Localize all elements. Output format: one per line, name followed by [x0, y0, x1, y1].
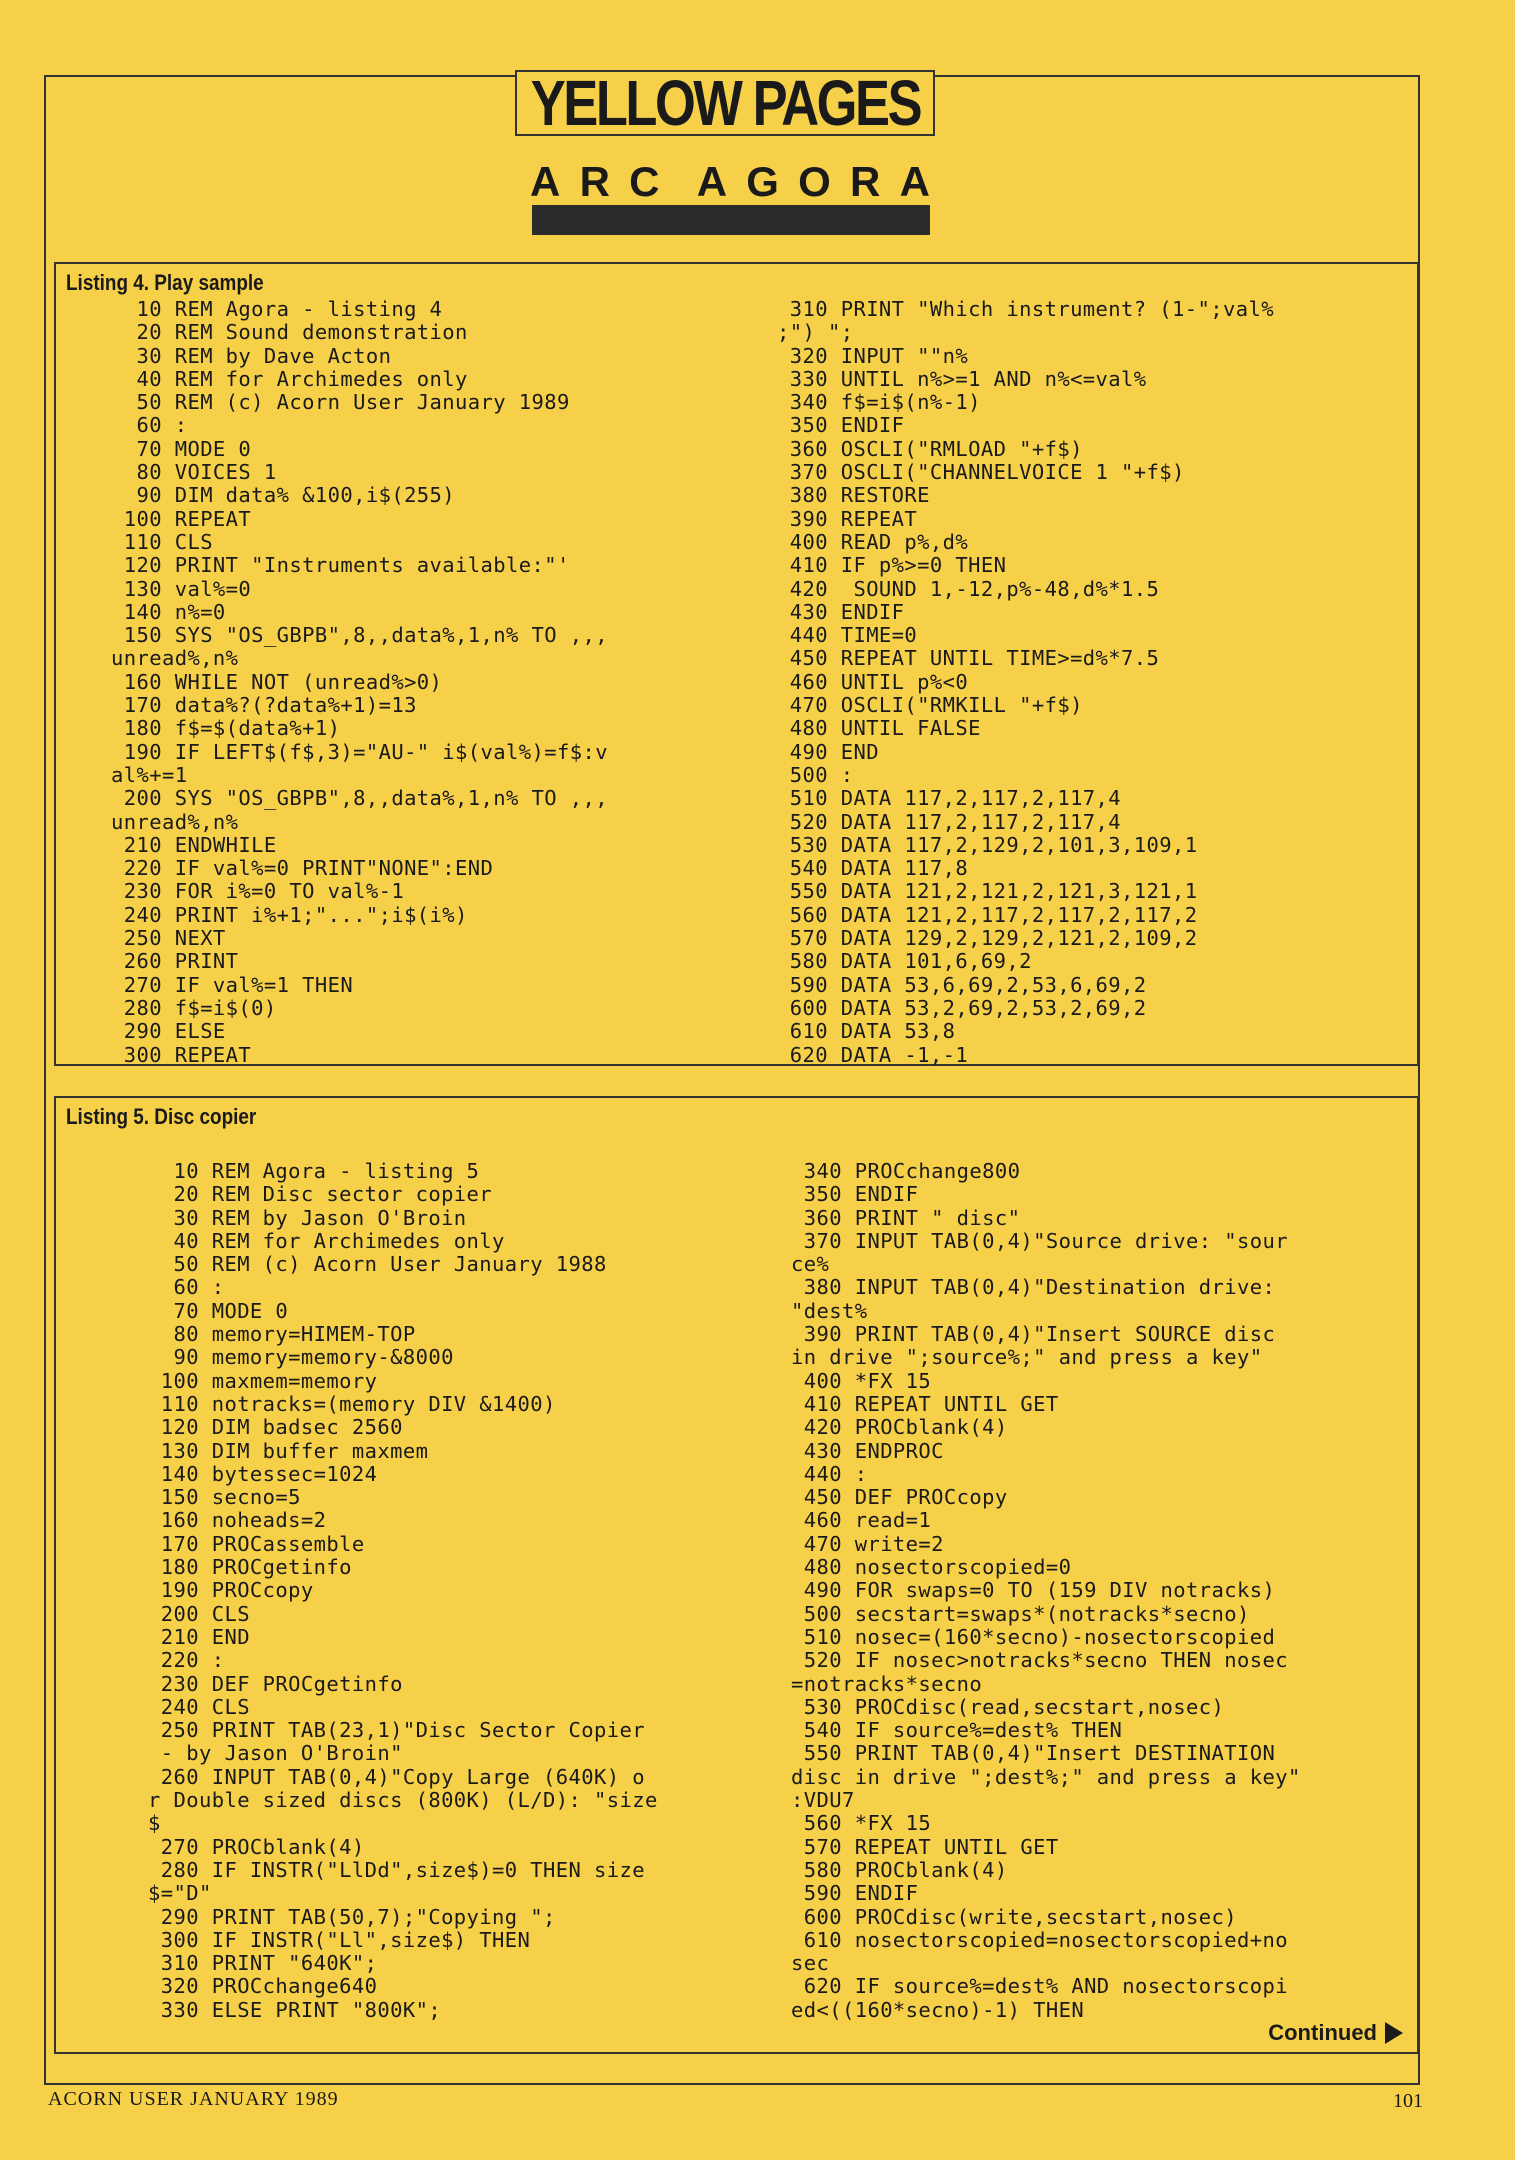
code-line: 60 :: [148, 1275, 225, 1300]
code-line: 460 read=1: [791, 1508, 932, 1533]
code-line: 230 FOR i%=0 TO val%-1: [111, 879, 405, 904]
code-line: 520 DATA 117,2,117,2,117,4: [777, 809, 1122, 834]
code-line: 140 bytessec=1024: [148, 1461, 378, 1486]
footer-publication: ACORN USER JANUARY 1989: [48, 2088, 339, 2110]
code-line: 440 :: [791, 1461, 868, 1486]
continued-label: Continued: [1268, 2020, 1377, 2045]
code-line: 210 END: [148, 1624, 250, 1649]
continued-marker: [1268, 2020, 1403, 2046]
code-line: 220 :: [148, 1648, 225, 1673]
code-line: r Double sized discs (800K) (L/D): "size: [148, 1788, 658, 1813]
code-line: 550 PRINT TAB(0,4)"Insert DESTINATION: [791, 1741, 1276, 1766]
section-subtitle: [530, 158, 930, 206]
code-line: 480 nosectorscopied=0: [791, 1555, 1072, 1580]
code-line: 420 SOUND 1,-12,p%-48,d%*1.5: [777, 576, 1160, 601]
code-line: 390 PRINT TAB(0,4)"Insert SOURCE disc: [791, 1322, 1276, 1347]
code-line: 280 f$=i$(0): [111, 995, 277, 1020]
code-line: ce%: [791, 1252, 830, 1277]
code-line: 70 MODE 0: [148, 1298, 289, 1323]
code-line: 90 DIM data% &100,i$(255): [111, 483, 456, 508]
code-line: 440 TIME=0: [777, 623, 918, 648]
code-line: ;") ";: [777, 320, 854, 345]
code-line: 270 IF val%=1 THEN: [111, 972, 354, 997]
code-line: 510 nosec=(160*secno)-nosectorscopied: [791, 1624, 1276, 1649]
code-line: 160 WHILE NOT (unread%>0): [111, 669, 443, 694]
code-line: 300 IF INSTR("Ll",size$) THEN: [148, 1927, 531, 1952]
code-line: 450 DEF PROCcopy: [791, 1485, 1008, 1510]
code-line: 530 PROCdisc(read,secstart,nosec): [791, 1694, 1225, 1719]
code-line: 530 DATA 117,2,129,2,101,3,109,1: [777, 832, 1198, 857]
code-line: 360 OSCLI("RMLOAD "+f$): [777, 436, 1083, 461]
code-line: 20 REM Sound demonstration: [111, 320, 468, 345]
code-line: 150 secno=5: [148, 1485, 301, 1510]
code-line: 10 REM Agora - listing 4: [111, 297, 443, 321]
code-line: 380 RESTORE: [777, 483, 930, 508]
code-line: 250 PRINT TAB(23,1)"Disc Sector Copier: [148, 1718, 645, 1743]
code-line: 570 DATA 129,2,129,2,121,2,109,2: [777, 926, 1198, 951]
code-line: 310 PRINT "Which instrument? (1-";val%: [777, 297, 1274, 321]
code-line: 490 END: [777, 739, 879, 764]
listing-5-panel: [54, 1096, 1419, 2054]
page-title: YELLOW PAGES: [530, 67, 920, 139]
subtitle-letter: G: [746, 158, 779, 205]
code-line: 190 PROCcopy: [148, 1578, 314, 1603]
code-line: 50 REM (c) Acorn User January 1989: [111, 390, 570, 415]
code-line: 600 PROCdisc(write,secstart,nosec): [791, 1904, 1237, 1929]
code-line: 90 memory=memory-&8000: [148, 1345, 454, 1370]
code-line: 430 ENDPROC: [791, 1438, 944, 1463]
code-line: 560 *FX 15: [791, 1811, 932, 1836]
code-line: 290 ELSE: [111, 1019, 226, 1044]
code-line: 510 DATA 117,2,117,2,117,4: [777, 786, 1122, 811]
code-line: 110 notracks=(memory DIV &1400): [148, 1391, 556, 1416]
code-line: 340 PROCchange800: [791, 1159, 1021, 1183]
code-line: 140 n%=0: [111, 599, 226, 624]
listing-4-code-right: [777, 298, 1274, 1067]
code-line: 620 IF source%=dest% AND nosectorscopi: [791, 1974, 1288, 1999]
code-line: 610 nosectorscopied=nosectorscopied+no: [791, 1927, 1288, 1952]
code-line: =notracks*secno: [791, 1671, 983, 1696]
code-line: 30 REM by Dave Acton: [111, 343, 392, 368]
code-line: 470 write=2: [791, 1531, 944, 1556]
code-line: 370 OSCLI("CHANNELVOICE 1 "+f$): [777, 460, 1185, 485]
subtitle-letter: R: [579, 158, 610, 205]
code-line: 180 f$=$(data%+1): [111, 716, 341, 741]
code-line: 100 maxmem=memory: [148, 1368, 378, 1393]
code-line: 310 PRINT "640K";: [148, 1951, 378, 1976]
code-line: 200 SYS "OS_GBPB",8,,data%,1,n% TO ,,,: [111, 786, 608, 811]
code-line: 120 PRINT "Instruments available:"': [111, 553, 570, 578]
code-line: 100 REPEAT: [111, 506, 252, 531]
code-line: 30 REM by Jason O'Broin: [148, 1205, 467, 1230]
code-line: 400 READ p%,d%: [777, 529, 969, 554]
code-line: 220 IF val%=0 PRINT"NONE":END: [111, 856, 494, 881]
code-line: 390 REPEAT: [777, 506, 918, 531]
code-line: 450 REPEAT UNTIL TIME>=d%*7.5: [777, 646, 1160, 671]
listing-4-code-left: [111, 298, 608, 1067]
code-line: 550 DATA 121,2,121,2,121,3,121,1: [777, 879, 1198, 904]
code-line: 410 REPEAT UNTIL GET: [791, 1391, 1059, 1416]
code-line: 330 ELSE PRINT "800K";: [148, 1997, 442, 2022]
code-line: 150 SYS "OS_GBPB",8,,data%,1,n% TO ,,,: [111, 623, 608, 648]
code-line: 60 :: [111, 413, 188, 438]
code-line: 80 memory=HIMEM-TOP: [148, 1322, 416, 1347]
code-line: 280 IF INSTR("LlDd",size$)=0 THEN size: [148, 1857, 645, 1882]
code-line: 300 REPEAT: [111, 1042, 252, 1067]
code-line: 360 PRINT " disc": [791, 1205, 1021, 1230]
code-line: 130 val%=0: [111, 576, 252, 601]
right-arrow-icon: [1385, 2022, 1403, 2044]
code-line: 570 REPEAT UNTIL GET: [791, 1834, 1059, 1859]
code-line: 540 DATA 117,8: [777, 856, 969, 881]
code-line: 600 DATA 53,2,69,2,53,2,69,2: [777, 995, 1147, 1020]
subtitle-letter: O: [798, 158, 831, 205]
code-line: 260 PRINT: [111, 949, 239, 974]
listing-5-code-right: [791, 1160, 1301, 2022]
masthead: [515, 67, 935, 139]
code-line: unread%,n%: [111, 646, 239, 671]
code-line: 240 CLS: [148, 1694, 250, 1719]
code-line: $: [148, 1811, 161, 1836]
code-line: 380 INPUT TAB(0,4)"Destination drive:: [791, 1275, 1276, 1300]
subtitle-letter: A: [696, 158, 728, 205]
code-line: "dest%: [791, 1298, 868, 1323]
code-line: 190 IF LEFT$(f$,3)="AU-" i$(val%)=f$:v: [111, 739, 608, 764]
listing-4-title: Listing 4. Play sample: [66, 270, 264, 295]
code-line: 580 PROCblank(4): [791, 1857, 1008, 1882]
code-line: 20 REM Disc sector copier: [148, 1182, 493, 1207]
code-line: 40 REM for Archimedes only: [111, 366, 468, 391]
code-line: disc in drive ";dest%;" and press a key": [791, 1764, 1301, 1789]
code-line: 320 INPUT ""n%: [777, 343, 969, 368]
code-line: 620 DATA -1,-1: [777, 1042, 969, 1067]
code-line: 10 REM Agora - listing 5: [148, 1159, 480, 1183]
page-number: 101: [1393, 2090, 1423, 2112]
code-line: 400 *FX 15: [791, 1368, 932, 1393]
listing-4-panel: [54, 262, 1419, 1066]
code-line: $="D": [148, 1881, 212, 1906]
code-line: 270 PROCblank(4): [148, 1834, 365, 1859]
code-line: 110 CLS: [111, 529, 213, 554]
code-line: :VDU7: [791, 1788, 855, 1813]
code-line: 210 ENDWHILE: [111, 832, 277, 857]
subtitle-letter: A: [530, 158, 561, 205]
code-line: 500 secstart=swaps*(notracks*secno): [791, 1601, 1250, 1626]
code-line: 80 VOICES 1: [111, 460, 277, 485]
code-line: sec: [791, 1951, 830, 1976]
code-line: 240 PRINT i%+1;"...";i$(i%): [111, 902, 468, 927]
code-line: in drive ";source%;" and press a key": [791, 1345, 1263, 1370]
code-line: 580 DATA 101,6,69,2: [777, 949, 1032, 974]
subtitle-bar: [532, 205, 930, 235]
code-line: al%+=1: [111, 762, 188, 787]
code-line: unread%,n%: [111, 809, 239, 834]
code-line: 350 ENDIF: [777, 413, 905, 438]
code-line: 180 PROCgetinfo: [148, 1555, 352, 1580]
listing-5-code-left: [148, 1160, 658, 2022]
code-line: 420 PROCblank(4): [791, 1415, 1008, 1440]
code-line: 560 DATA 121,2,117,2,117,2,117,2: [777, 902, 1198, 927]
code-line: ed<((160*secno)-1) THEN: [791, 1997, 1085, 2022]
code-line: 590 DATA 53,6,69,2,53,6,69,2: [777, 972, 1147, 997]
code-line: 40 REM for Archimedes only: [148, 1228, 505, 1253]
code-line: 160 noheads=2: [148, 1508, 327, 1533]
code-line: 170 PROCassemble: [148, 1531, 365, 1556]
code-line: 430 ENDIF: [777, 599, 905, 624]
code-line: 340 f$=i$(n%-1): [777, 390, 981, 415]
code-line: 290 PRINT TAB(50,7);"Copying ";: [148, 1904, 556, 1929]
code-line: 260 INPUT TAB(0,4)"Copy Large (640K) o: [148, 1764, 645, 1789]
code-line: 320 PROCchange640: [148, 1974, 378, 1999]
code-line: 520 IF nosec>notracks*secno THEN nosec: [791, 1648, 1288, 1673]
code-line: 370 INPUT TAB(0,4)"Source drive: "sour: [791, 1228, 1288, 1253]
code-line: 590 ENDIF: [791, 1881, 919, 1906]
code-line: 540 IF source%=dest% THEN: [791, 1718, 1123, 1743]
code-line: 460 UNTIL p%<0: [777, 669, 969, 694]
code-line: 350 ENDIF: [791, 1182, 919, 1207]
code-line: 410 IF p%>=0 THEN: [777, 553, 1007, 578]
code-line: 120 DIM badsec 2560: [148, 1415, 403, 1440]
code-line: 200 CLS: [148, 1601, 250, 1626]
code-line: 470 OSCLI("RMKILL "+f$): [777, 693, 1083, 718]
subtitle-letter: R: [850, 158, 881, 205]
subtitle-letter: C: [629, 158, 660, 205]
code-line: 330 UNTIL n%>=1 AND n%<=val%: [777, 366, 1147, 391]
code-line: 170 data%?(?data%+1)=13: [111, 693, 417, 718]
code-line: 250 NEXT: [111, 926, 226, 951]
code-line: 480 UNTIL FALSE: [777, 716, 981, 741]
code-line: 500 :: [777, 762, 854, 787]
listing-5-title: Listing 5. Disc copier: [66, 1104, 257, 1129]
subtitle-letter: A: [899, 158, 930, 205]
code-line: - by Jason O'Broin": [148, 1741, 403, 1766]
code-line: 490 FOR swaps=0 TO (159 DIV notracks): [791, 1578, 1276, 1603]
code-line: 610 DATA 53,8: [777, 1019, 956, 1044]
code-line: 70 MODE 0: [111, 436, 252, 461]
code-line: 130 DIM buffer maxmem: [148, 1438, 429, 1463]
code-line: 230 DEF PROCgetinfo: [148, 1671, 403, 1696]
code-line: 50 REM (c) Acorn User January 1988: [148, 1252, 607, 1277]
